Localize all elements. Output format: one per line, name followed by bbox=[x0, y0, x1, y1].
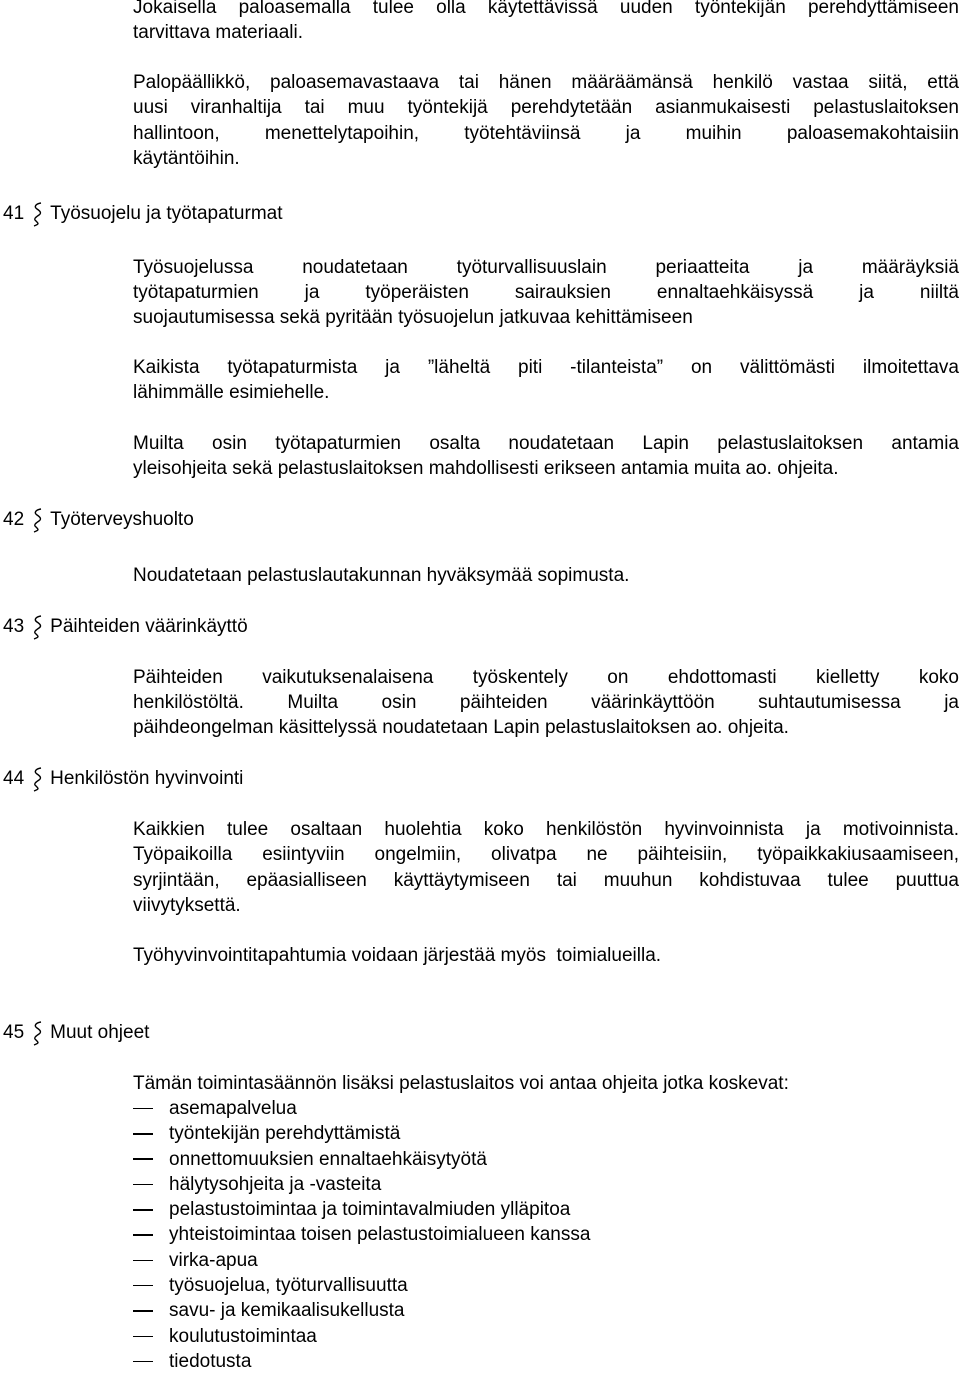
sec44-p2-line-1: Työhyvinvointitapahtumia voidaan järjestää myös toimialueilla. bbox=[133, 945, 662, 966]
list-item: tiedotusta bbox=[5, 1349, 590, 1374]
section-43-title: Päihteiden väärinkäyttö bbox=[50, 616, 248, 637]
list-item: pelastustoimintaa ja toimintavalmiuden ylläpitoa bbox=[5, 1197, 590, 1222]
dash-bullet-icon bbox=[133, 1285, 153, 1287]
intro-paragraph-1-line-1: Jokaisella paloasemalla tulee olla käytettävissä uuden työntekijän perehdyttämiseen bbox=[133, 0, 959, 18]
sec45-p1-line-1: Tämän toimintasäännön lisäksi pelastuslaitos voi antaa ohjeita jotka koskevat: bbox=[133, 1073, 789, 1094]
sec43-p1-line-3: päihdeongelman käsittelyssä noudatetaan Lapin pelastuslaitoksen ao. ohjeita. bbox=[133, 717, 789, 738]
dash-bullet-icon bbox=[133, 1133, 153, 1135]
section-44-heading bbox=[3, 765, 243, 793]
dash-bullet-icon bbox=[133, 1184, 153, 1186]
section-43-number: 43 bbox=[3, 616, 25, 637]
sec44-p1-line-2: Työpaikoilla esiintyviin ongelmiin, olivatpa ne päihteisiin, työpaikkakiusaamiseen, bbox=[133, 844, 959, 865]
section-42-heading bbox=[3, 506, 194, 534]
section-44-number: 44 bbox=[3, 768, 25, 789]
list-item: koulutustoimintaa bbox=[5, 1324, 590, 1349]
sec43-p1-line-1: Päihteiden vaikutuksenalaisena työskentely on ehdottomasti kielletty koko bbox=[133, 667, 959, 688]
sec43-p1-line-2: henkilöstöltä. Muilta osin päihteiden väärinkäyttöön suhtautumisessa ja bbox=[133, 692, 959, 713]
section-43-heading bbox=[3, 613, 248, 641]
section-41-title: Työsuojelu ja työtapaturmat bbox=[50, 203, 283, 224]
list-item: työntekijän perehdyttämistä bbox=[5, 1121, 590, 1146]
dash-bullet-icon bbox=[133, 1108, 153, 1110]
sec42-p1-line-1: Noudatetaan pelastuslautakunnan hyväksymää sopimusta. bbox=[133, 565, 630, 586]
section-45-title: Muut ohjeet bbox=[50, 1022, 150, 1043]
intro-paragraph-2-line-3: hallintoon, menettelytapoihin, työtehtäviinsä ja muihin paloasemakohtaisiin bbox=[133, 123, 959, 144]
list-item: hälytysohjeita ja -vasteita bbox=[5, 1172, 590, 1197]
dash-bullet-icon bbox=[133, 1209, 153, 1211]
section-45-heading bbox=[3, 1019, 149, 1047]
list-item: virka-apua bbox=[5, 1248, 590, 1273]
section-42-number: 42 bbox=[3, 509, 25, 530]
sec41-p3-line-2: yleisohjeita sekä pelastuslaitoksen mahdollisesti erikseen antamia muita ao. ohjeita. bbox=[133, 458, 839, 479]
section-sign-icon bbox=[30, 1019, 44, 1047]
sec41-p3-line-1: Muilta osin työtapaturmien osalta noudatetaan Lapin pelastuslaitoksen antamia bbox=[133, 433, 959, 454]
sec41-p1-line-2: työtapaturmien ja työperäisten sairauksien ennaltaehkäisyssä ja niiltä bbox=[133, 282, 959, 303]
sec44-p1-line-1: Kaikkien tulee osaltaan huolehtia koko henkilöstön hyvinvoinnista ja motivoinnista. bbox=[133, 819, 959, 840]
dash-bullet-icon bbox=[133, 1336, 153, 1338]
sec41-p2-line-1: Kaikista työtapaturmista ja ”läheltä piti -tilanteista” on välittömästi ilmoitettava bbox=[133, 357, 959, 378]
sec41-p1-line-1: Työsuojelussa noudatetaan työturvallisuuslain periaatteita ja määräyksiä bbox=[133, 257, 959, 278]
section-44-title: Henkilöstön hyvinvointi bbox=[50, 768, 244, 789]
section-sign-icon bbox=[30, 765, 44, 793]
intro-paragraph-1-line-2: tarvittava materiaali. bbox=[133, 22, 304, 43]
dash-bullet-icon bbox=[133, 1310, 153, 1312]
intro-paragraph-2-line-1: Palopäällikkö, paloasemavastaava tai hänen määräämänsä henkilö vastaa siitä, että bbox=[133, 72, 959, 93]
list-item: savu- ja kemikaalisukellusta bbox=[5, 1298, 590, 1323]
dash-bullet-icon bbox=[133, 1361, 153, 1363]
section-45-number: 45 bbox=[3, 1022, 25, 1043]
sec41-p1-line-3: suojautumisessa sekä pyritään työsuojelun jatkuvaa kehittämiseen bbox=[133, 307, 693, 328]
list-item: yhteistoimintaa toisen pelastustoimialueen kanssa bbox=[5, 1222, 590, 1247]
section-42-title: Työterveyshuolto bbox=[50, 509, 194, 530]
intro-paragraph-2-line-2: uusi viranhaltija tai muu työntekijä perehdytetään asianmukaisesti pelastuslaitoksen bbox=[133, 97, 959, 118]
list-item: asemapalvelua bbox=[5, 1096, 590, 1121]
dash-bullet-icon bbox=[133, 1260, 153, 1262]
section-sign-icon bbox=[30, 613, 44, 641]
list-item: työsuojelua, työturvallisuutta bbox=[5, 1273, 590, 1298]
dash-bullet-icon bbox=[133, 1234, 153, 1236]
sec44-p1-line-3: syrjintään, epäasialliseen käyttäytymiseen tai muuhun kohdistuvaa tulee puuttua bbox=[133, 870, 959, 891]
section-sign-icon bbox=[30, 506, 44, 534]
sec41-p2-line-2: lähimmälle esimiehelle. bbox=[133, 382, 330, 403]
sec44-p1-line-4: viivytyksettä. bbox=[133, 895, 241, 916]
intro-paragraph-2-line-4: käytäntöihin. bbox=[133, 148, 240, 169]
section-sign-icon bbox=[30, 200, 44, 228]
guideline-topics-list bbox=[5, 1096, 590, 1374]
list-item: onnettomuuksien ennaltaehkäisytyötä bbox=[5, 1147, 590, 1172]
dash-bullet-icon bbox=[133, 1158, 153, 1160]
section-41-number: 41 bbox=[3, 203, 25, 224]
section-41-heading bbox=[3, 200, 283, 228]
